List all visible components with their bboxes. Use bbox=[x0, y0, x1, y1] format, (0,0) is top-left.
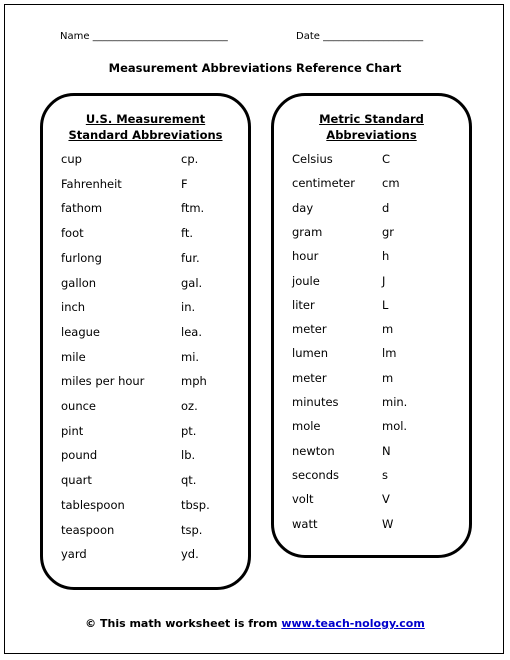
footer-link[interactable]: www.teach-nology.com bbox=[281, 617, 425, 630]
metric-term: Celsius bbox=[292, 152, 333, 166]
metric-term: seconds bbox=[292, 467, 340, 482]
us-term: mile bbox=[61, 349, 86, 364]
us-heading-line1: U.S. Measurement bbox=[85, 112, 206, 126]
us-term: gallon bbox=[61, 275, 97, 290]
metric-term: meter bbox=[292, 322, 327, 337]
us-term: miles per hour bbox=[61, 374, 145, 389]
us-abbreviation: tsp. bbox=[181, 522, 203, 537]
metric-term: day bbox=[292, 200, 314, 215]
us-term: yard bbox=[61, 547, 87, 562]
metric-abbreviation: W bbox=[382, 516, 394, 531]
us-panel-heading bbox=[43, 112, 248, 143]
us-term: foot bbox=[61, 226, 84, 241]
metric-abbreviation: cm bbox=[382, 176, 400, 191]
us-abbreviation: mi. bbox=[181, 349, 200, 364]
date-label: Date bbox=[296, 31, 320, 42]
date-blank: ____________________ bbox=[323, 31, 424, 42]
metric-term: joule bbox=[292, 273, 320, 288]
us-term: league bbox=[61, 324, 100, 339]
name-label: Name bbox=[60, 31, 90, 42]
metric-abbreviation: L bbox=[382, 297, 389, 312]
metric-panel-heading bbox=[274, 112, 469, 143]
us-abbreviation: ftm. bbox=[181, 201, 205, 216]
metric-abbreviation: C bbox=[382, 152, 391, 166]
us-term: cup bbox=[61, 152, 82, 166]
metric-term: gram bbox=[292, 224, 323, 239]
name-blank: ___________________________ bbox=[92, 31, 228, 42]
us-term: furlong bbox=[61, 250, 102, 265]
us-abbreviation: tbsp. bbox=[181, 497, 210, 512]
us-abbreviation: lea. bbox=[181, 324, 202, 339]
metric-term: liter bbox=[292, 297, 315, 312]
metric-term: centimeter bbox=[292, 176, 355, 191]
metric-abbreviation: gr bbox=[382, 224, 395, 239]
page-title: Measurement Abbreviations Reference Chart bbox=[108, 61, 402, 75]
metric-term: mole bbox=[292, 419, 321, 434]
us-abbreviation: fur. bbox=[181, 250, 200, 265]
metric-abbreviation: V bbox=[382, 492, 390, 507]
us-abbreviation: qt. bbox=[181, 473, 197, 488]
us-heading-line2: Standard Abbreviations bbox=[68, 127, 223, 142]
us-term: pint bbox=[61, 423, 84, 438]
metric-abbreviation: min. bbox=[382, 395, 408, 409]
us-abbreviation: F bbox=[181, 176, 188, 191]
us-term: inch bbox=[61, 300, 86, 315]
us-abbreviation: pt. bbox=[181, 423, 197, 438]
footer-credit bbox=[0, 617, 510, 630]
us-term: quart bbox=[61, 473, 92, 488]
name-field[interactable] bbox=[60, 31, 228, 42]
metric-term: lumen bbox=[292, 346, 329, 361]
metric-abbreviation: h bbox=[382, 249, 390, 264]
metric-abbreviation: lm bbox=[382, 346, 397, 361]
metric-abbreviation: N bbox=[382, 443, 391, 458]
us-term: teaspoon bbox=[61, 522, 115, 537]
us-abbreviation: cp. bbox=[181, 152, 199, 166]
metric-term: volt bbox=[292, 492, 314, 507]
us-abbreviations-panel bbox=[40, 93, 251, 590]
us-term: ounce bbox=[61, 399, 97, 413]
metric-term: minutes bbox=[292, 395, 339, 409]
metric-abbreviation: m bbox=[382, 322, 394, 337]
us-term: Fahrenheit bbox=[61, 176, 122, 191]
us-term: tablespoon bbox=[61, 497, 125, 512]
metric-abbreviation: mol. bbox=[382, 419, 408, 434]
us-abbreviation: lb. bbox=[181, 448, 196, 463]
metric-heading-line1: Metric Standard bbox=[319, 112, 424, 126]
metric-heading-line2: Abbreviations bbox=[326, 127, 417, 142]
metric-abbreviations-panel bbox=[271, 93, 472, 558]
metric-abbreviation: s bbox=[382, 467, 388, 482]
date-field[interactable] bbox=[296, 31, 423, 42]
us-term: pound bbox=[61, 448, 98, 463]
metric-term: watt bbox=[292, 516, 318, 531]
metric-term: hour bbox=[292, 249, 319, 264]
us-abbreviation: oz. bbox=[181, 399, 198, 413]
us-abbreviation: gal. bbox=[181, 275, 203, 290]
us-abbreviation: ft. bbox=[181, 226, 194, 241]
metric-abbreviation: d bbox=[382, 200, 390, 215]
us-abbreviation: in. bbox=[181, 300, 196, 315]
footer-text: © This math worksheet is from bbox=[85, 617, 282, 630]
metric-abbreviation: J bbox=[382, 273, 386, 288]
us-abbreviation: mph bbox=[181, 374, 207, 389]
us-term: fathom bbox=[61, 201, 103, 216]
metric-abbreviation: m bbox=[382, 370, 394, 385]
metric-term: meter bbox=[292, 370, 327, 385]
us-abbreviation: yd. bbox=[181, 547, 199, 562]
metric-term: newton bbox=[292, 443, 335, 458]
